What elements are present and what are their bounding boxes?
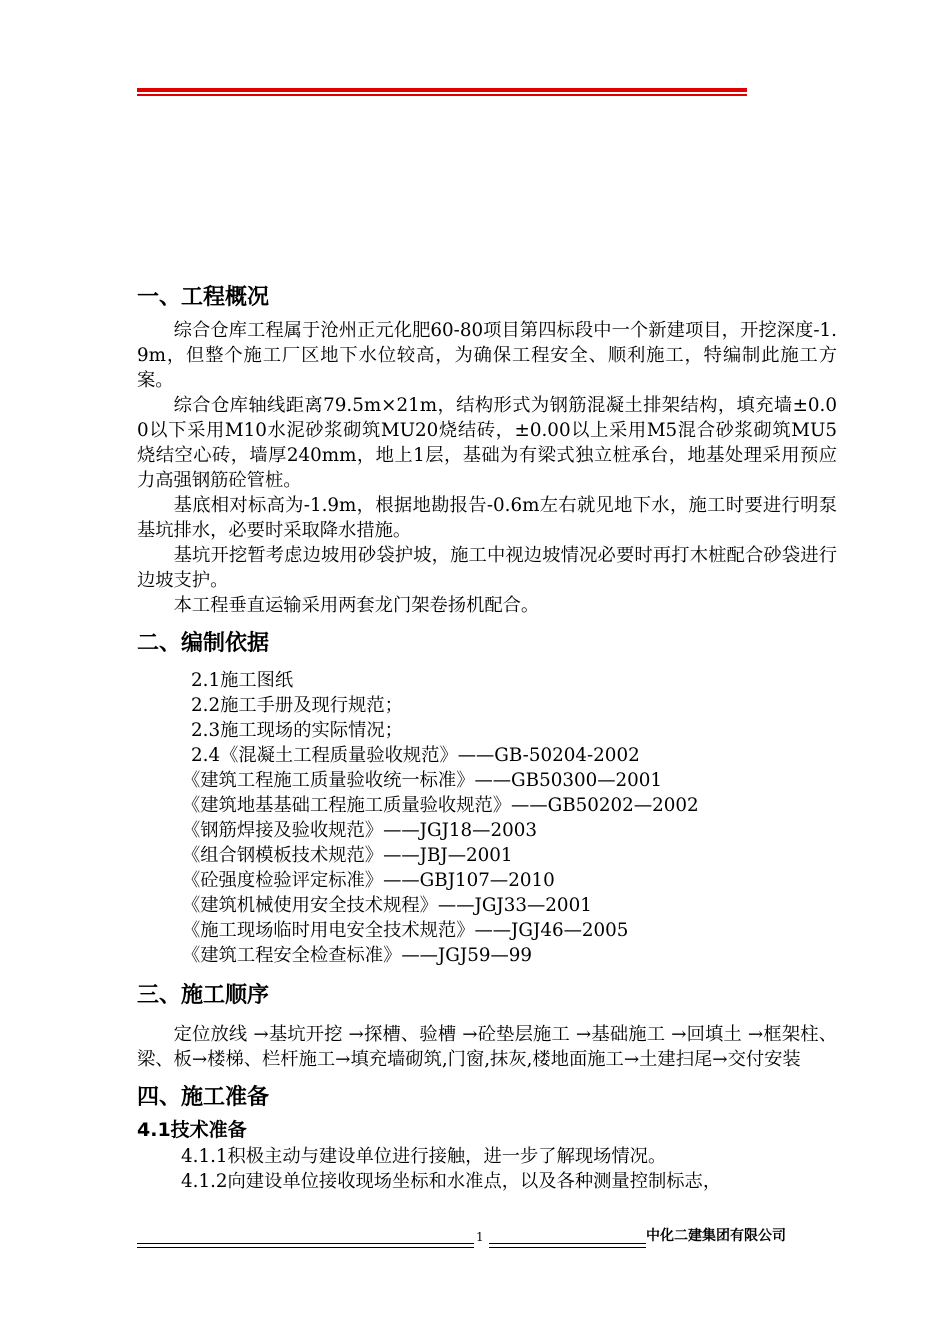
list-item: 《组合钢模板技术规范》——JBJ—2001 (182, 845, 513, 866)
list-item: 《建筑机械使用安全技术规程》——JGJ33—2001 (182, 895, 592, 916)
paragraph: 基底相对标高为-1.9m，根据地勘报告-0.6m左右就见地下水，施工时要进行明泵基坑排水，必要时采取降水措施。 (137, 495, 837, 541)
section-2-title: 二、编制依据 (137, 631, 270, 656)
section-1-body (137, 318, 837, 618)
paragraph: 本工程垂直运输采用两套龙门架卷扬机配合。 (173, 595, 540, 616)
list-item: 《钢筋焊接及验收规范》——JGJ18—2003 (182, 820, 537, 841)
page-footer (137, 1226, 837, 1250)
document-body (137, 282, 837, 1194)
basis-list (137, 668, 837, 968)
list-item: 《砼强度检验评定标准》——GBJ107—2010 (182, 870, 555, 891)
list-item: 4.1.2向建设单位接收现场坐标和水准点，以及各种测量控制标志， (181, 1171, 722, 1192)
paragraph: 综合仓库轴线距离79.5m×21m，结构形式为钢筋混凝土排架结构，填充墙±0.00以下采用M10水泥砂浆砌筑MU20烧结砖，±0.00以上采用M5混合砂浆砌筑MU5烧结空心砖，墙厚240mm，地上1层，基础为有梁式独立桩承台，地基处理采用预应力高强钢筋砼管桩。 (137, 395, 837, 491)
subsection-4-1-title: 4.1技术准备 (137, 1119, 247, 1141)
header-rule-thin (137, 94, 747, 96)
section-1-title: 一、工程概况 (137, 285, 270, 310)
list-item: 《建筑工程安全检查标准》——JGJ59—99 (182, 945, 533, 966)
list-item: 2.1施工图纸 (191, 670, 294, 691)
list-item: 4.1.1积极主动与建设单位进行接触，进一步了解现场情况。 (181, 1146, 667, 1167)
page-number: 1 (476, 1230, 484, 1244)
section-4-title: 四、施工准备 (137, 1085, 270, 1110)
list-item: 《施工现场临时用电安全技术规范》——JGJ46—2005 (182, 920, 629, 941)
list-item: 《建筑工程施工质量验收统一标准》——GB50300—2001 (182, 770, 663, 791)
header-rule-thick (137, 88, 747, 92)
company-name: 中化二建集团有限公司 (646, 1228, 786, 1244)
list-item: 2.3施工现场的实际情况； (191, 720, 403, 741)
footer-double-rule-left (137, 1243, 474, 1248)
paragraph: 基坑开挖暂考虑边坡用砂袋护坡，施工中视边坡情况必要时再打木桩配合砂袋进行边坡支护。 (137, 545, 837, 591)
list-item: 2.2施工手册及现行规范； (191, 695, 403, 716)
header-red-rule (137, 88, 747, 97)
paragraph: 综合仓库工程属于沧州正元化肥60-80项目第四标段中一个新建项目，开挖深度-1.9m，但整个施工厂区地下水位较高，为确保工程安全、顺利施工，特编制此施工方案。 (137, 320, 837, 391)
footer-double-rule-right (489, 1243, 646, 1248)
section-3-title: 三、施工顺序 (137, 983, 270, 1008)
list-item: 2.4《混凝土工程质量验收规范》——GB-50204-2002 (191, 745, 640, 766)
sequence-text: 定位放线 →基坑开挖 →探槽、验槽 →砼垫层施工 →基础施工 →回填土 →框架柱、梁、板→楼梯、栏杆施工→填充墙砌筑,门窗,抹灰,楼地面施工→土建扫尾→交付安装 (137, 1024, 837, 1070)
list-item: 《建筑地基基础工程施工质量验收规范》——GB50202—2002 (182, 795, 699, 816)
